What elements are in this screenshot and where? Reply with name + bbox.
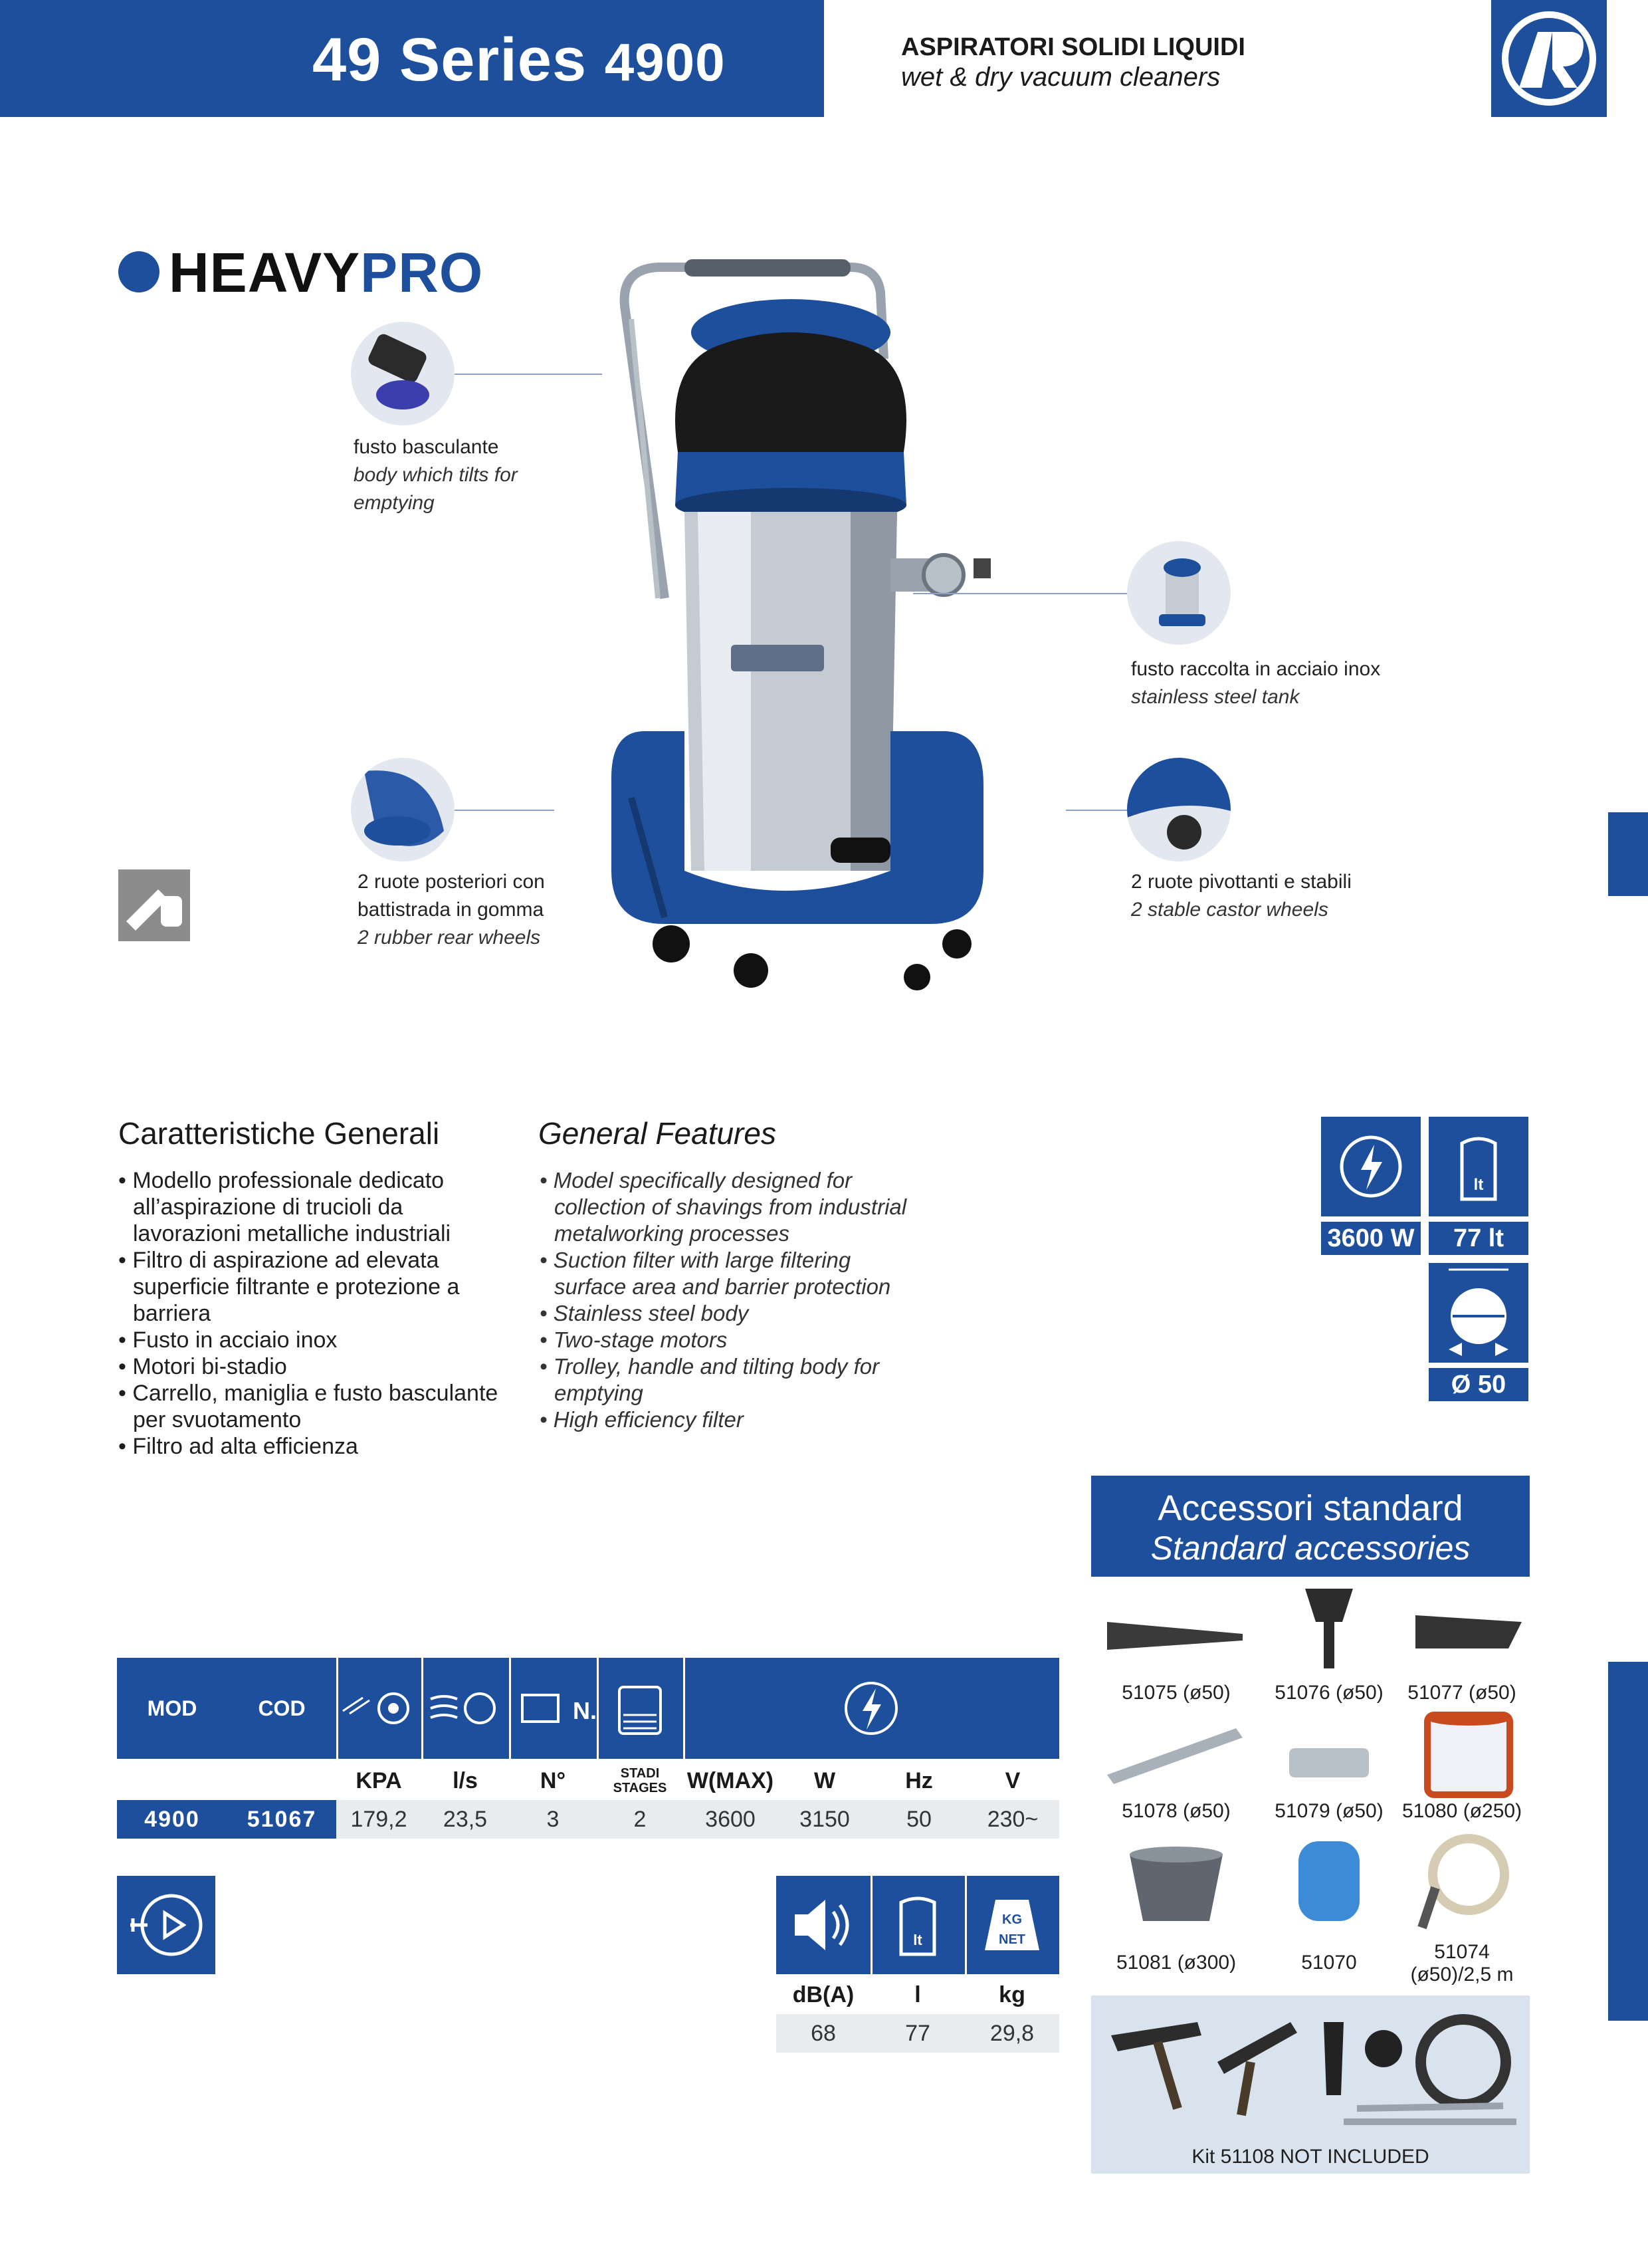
value-kpa: 179,2: [336, 1800, 421, 1839]
subtitle-italian: ASPIRATORI SOLIDI LIQUIDI: [901, 33, 1245, 61]
weight-net: NET: [999, 1932, 1025, 1947]
side-tab-lower: [1608, 1662, 1648, 2021]
feature-en-item: • High efficiency filter: [540, 1407, 744, 1432]
tank-capacity-icon-small: [871, 1876, 967, 1974]
series-title: [312, 25, 726, 95]
weight-kg: KG: [1002, 1912, 1022, 1927]
accessory-crevice-tool-image: [1103, 1595, 1249, 1675]
unit-w: W: [813, 1767, 836, 1793]
value-l: 77: [871, 2014, 965, 2053]
tank-small-label: lt: [913, 1932, 922, 1948]
features-title-en: General Features: [538, 1116, 776, 1151]
accessory-code: 51077 (ø50): [1407, 1682, 1516, 1704]
feature-it-item: • Filtro ad alta efficienza: [118, 1434, 358, 1459]
callout-tilting-body-text: [354, 433, 518, 517]
callout-4-it: 2 ruote pivottanti e stabili: [1131, 871, 1352, 893]
power-cord-icon: [117, 1876, 215, 1974]
diameter-value: Ø 50: [1429, 1368, 1528, 1401]
feature-en-item: • Suction filter with large filtering surface area and barrier protection: [540, 1248, 891, 1299]
feature-en-item: • Two-stage motors: [540, 1327, 728, 1352]
airflow-icon: [421, 1658, 511, 1759]
value-mod: 4900: [117, 1800, 227, 1839]
callout-castor-wheels-text: [1131, 868, 1352, 924]
leader-line-tank: [913, 593, 1127, 594]
callout-tank-image: [1127, 541, 1231, 645]
series-model: 4900: [604, 33, 726, 92]
vacuum-cleaner-illustration: [585, 253, 1063, 997]
features-title-it: Caratteristiche Generali: [118, 1116, 440, 1151]
tank-icon-label: lt: [1473, 1176, 1484, 1194]
value-kg: 29,8: [965, 2014, 1059, 2053]
accessory-angled-nozzle-image: [1409, 1595, 1528, 1675]
subtitle-english: wet & dry vacuum cleaners: [901, 62, 1221, 92]
secondary-units-row: [776, 1976, 1059, 2014]
callout-3-it1: 2 ruote posteriori con: [358, 871, 545, 893]
leader-line-rear-wheels: [455, 810, 554, 811]
accessory-hose-image: [1409, 1828, 1528, 1934]
hose-diameter-icon: [1429, 1263, 1528, 1363]
vacuum-pressure-icon: [336, 1658, 423, 1759]
accessory-filter-bag-image: [1289, 1835, 1369, 1928]
callout-rear-wheels-text: [358, 868, 545, 952]
unit-ls: l/s: [453, 1767, 478, 1793]
accessory-nozzle-image: [1263, 1582, 1395, 1675]
accessory-code-line2: (ø50)/2,5 m: [1410, 1964, 1514, 1985]
power-value: 3600 W: [1321, 1222, 1421, 1255]
brand-pro: PRO: [360, 241, 484, 304]
unit-stages-en: STAGES: [613, 1781, 667, 1795]
accessory-code: 51079 (ø50): [1275, 1800, 1384, 1822]
accessory-cartridge-filter-image: [1415, 1708, 1522, 1801]
accessory-code: 51076 (ø50): [1275, 1682, 1384, 1704]
feature-en-item: • Trolley, handle and tilting body for emptying: [540, 1354, 880, 1405]
safety-glove-icon: [118, 869, 190, 941]
accessory-bucket-image: [1116, 1841, 1236, 1928]
accessory-code: 51078 (ø50): [1122, 1800, 1231, 1822]
unit-kpa: KPA: [356, 1767, 402, 1793]
callout-rear-wheels-image: [351, 758, 455, 861]
callout-1-en1: body which tilts for: [354, 464, 518, 486]
capacity-value: 77 lt: [1429, 1222, 1528, 1255]
motor-stages-icon: [597, 1658, 685, 1759]
accessory-code: 51070: [1301, 1952, 1357, 1974]
accessory-connector-image: [1276, 1728, 1382, 1795]
kit-tools-image: [1091, 1995, 1530, 2142]
spec-units-row: [117, 1761, 1059, 1800]
feature-it-item: • Filtro di aspirazione ad elevata superficie filtrante e protezione a barriera: [118, 1248, 460, 1326]
value-ls: 23,5: [421, 1800, 509, 1839]
header-cod: COD: [227, 1658, 338, 1759]
unit-hz: Hz: [905, 1767, 933, 1793]
unit-l: l: [914, 1982, 921, 2007]
tank-capacity-icon: [1429, 1117, 1528, 1216]
unit-db: dB(A): [792, 1982, 855, 2007]
leader-line-castor: [1066, 810, 1127, 811]
brand-dot-icon: [118, 251, 159, 292]
side-tab-upper: [1608, 812, 1648, 896]
unit-v: V: [1005, 1767, 1021, 1793]
accessories-title-it: Accessori standard: [1158, 1488, 1463, 1528]
secondary-values-row: [776, 2014, 1059, 2053]
feature-it-item: • Modello professionale dedicato all’aspirazione di trucioli da lavorazioni metalliche industriali: [118, 1168, 451, 1246]
power-icon-table: [683, 1658, 1059, 1759]
spec-data-row: [117, 1800, 1059, 1839]
value-db: 68: [776, 2014, 871, 2053]
accessory-code: [1389, 1941, 1535, 1986]
unit-kg: kg: [999, 1982, 1025, 2007]
callout-tilting-body-image: [351, 322, 455, 425]
motor-count-icon: [509, 1658, 599, 1759]
unit-n: N°: [540, 1767, 566, 1793]
accessory-code: 51075 (ø50): [1122, 1682, 1231, 1704]
value-n: 3: [509, 1800, 597, 1839]
secondary-spec-table: [776, 1976, 1059, 2053]
unit-wmax: W(MAX): [686, 1767, 774, 1793]
feature-it-item: • Motori bi-stadio: [118, 1354, 287, 1379]
value-wmax: 3600: [683, 1800, 777, 1839]
features-list-it: [118, 1167, 504, 1460]
leader-line-tilt: [455, 374, 602, 375]
feature-it-item: • Carrello, maniglia e fusto basculante per svuotamento: [118, 1381, 498, 1432]
unit-stages: [597, 1761, 683, 1800]
noise-speaker-icon: [776, 1876, 873, 1974]
header-mod: MOD: [117, 1658, 229, 1759]
brand-heavypro: [169, 241, 483, 305]
ar-logo-icon: [1491, 0, 1607, 117]
power-icon: [1321, 1117, 1421, 1216]
accessories-header: [1091, 1476, 1530, 1577]
accessory-steel-tube-image: [1103, 1715, 1249, 1795]
feature-en-item: • Model specifically designed for collection of shavings from industrial metalworking processes: [540, 1168, 907, 1246]
feature-en-item: • Stainless steel body: [540, 1301, 749, 1325]
brand-heavy: HEAVY: [169, 241, 361, 304]
features-list-en: [540, 1167, 912, 1433]
callout-1-en2: emptying: [354, 492, 435, 514]
accessory-code-line1: 51074: [1434, 1941, 1490, 1963]
callout-3-it2: battistrada in gomma: [358, 899, 544, 921]
callout-4-en1: 2 stable castor wheels: [1131, 899, 1328, 921]
weight-icon: [965, 1876, 1059, 1974]
value-v: 230~: [966, 1800, 1059, 1839]
accessory-code: 51080 (ø250): [1401, 1800, 1522, 1822]
callout-tank-text: [1131, 655, 1380, 711]
series-name: 49 Series: [312, 26, 587, 94]
unit-stadi: STADI: [620, 1766, 660, 1781]
callout-castor-wheels-image: [1127, 758, 1231, 861]
callout-1-it: fusto basculante: [354, 436, 499, 458]
kit-caption: Kit 51108 NOT INCLUDED: [1191, 2146, 1429, 2168]
value-w: 3150: [777, 1800, 872, 1839]
feature-it-item: • Fusto in acciaio inox: [118, 1327, 338, 1353]
units-empty: [117, 1761, 227, 1800]
value-cod: 51067: [227, 1800, 336, 1839]
units-empty: [227, 1761, 336, 1800]
svg-text:N.: N.: [573, 1697, 597, 1724]
value-stages: 2: [597, 1800, 683, 1839]
accessory-code: 51081 (ø300): [1116, 1952, 1237, 1974]
callout-3-en1: 2 rubber rear wheels: [358, 927, 541, 949]
callout-2-it: fusto raccolta in acciaio inox: [1131, 658, 1381, 680]
callout-2-en1: stainless steel tank: [1131, 686, 1300, 708]
value-hz: 50: [872, 1800, 966, 1839]
accessories-title-en: Standard accessories: [1150, 1530, 1471, 1567]
spec-table: [117, 1761, 1059, 1839]
